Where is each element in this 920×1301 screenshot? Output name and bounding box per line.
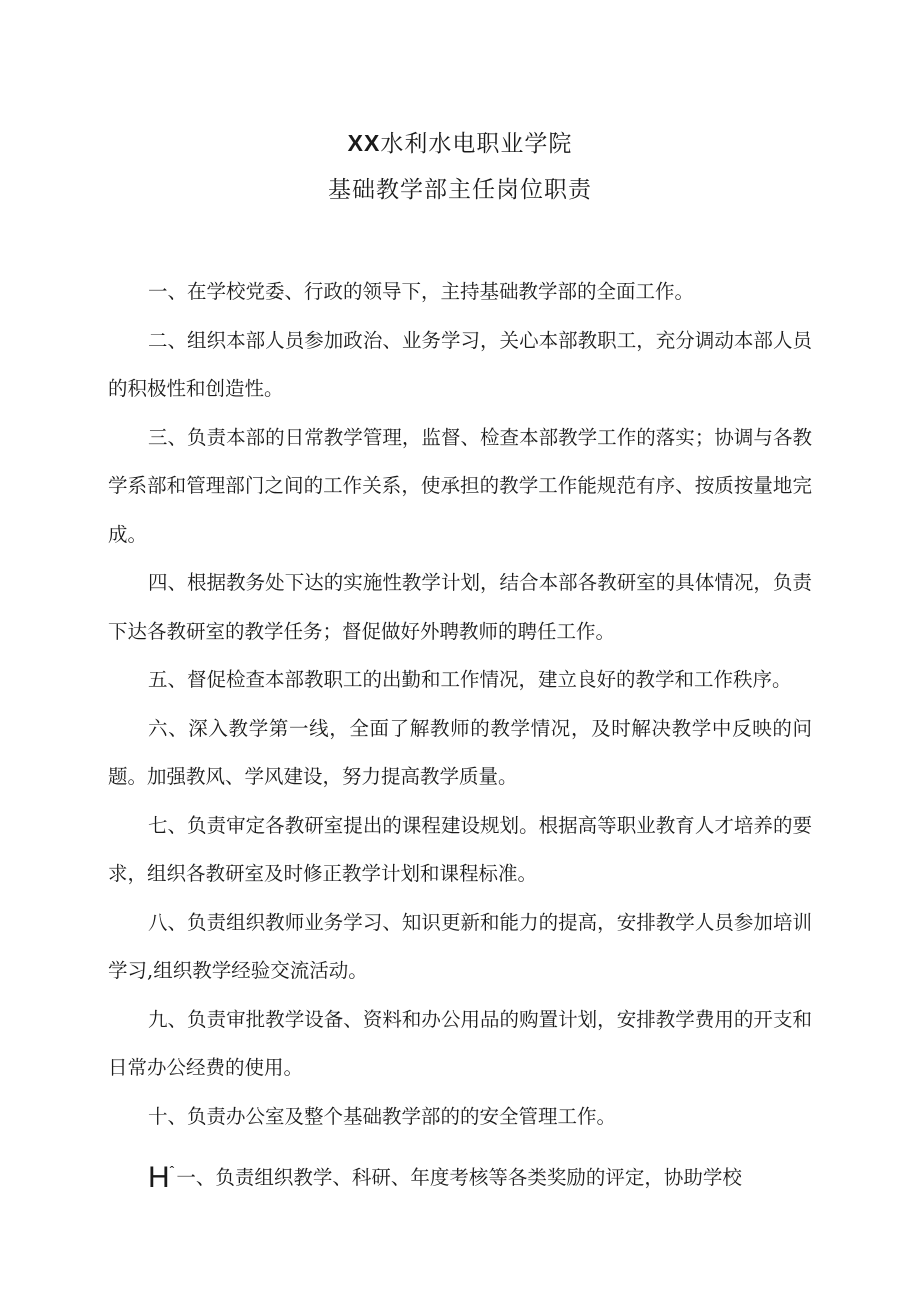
- paragraph-11: [108, 1147, 812, 1203]
- title-prefix: XX: [347, 130, 381, 156]
- paragraph-11-text: 一、负责组织教学、科研、年度考核等各类奖励的评定，协助学校: [176, 1166, 742, 1189]
- paragraph-6: 六、深入教学第一线，全面了解教师的教学情况，及时解决教学中反映的问题。加强教风、学风建设，努力提高教学质量。: [108, 716, 812, 788]
- document-title-line1: [0, 128, 920, 159]
- paragraph-2: 二、组织本部人员参加政治、业务学习，关心本部教职工，充分调动本部人员的积极性和创造性。: [108, 328, 812, 400]
- paragraph-10: 十、负责办公室及整个基础教学部的的安全管理工作。: [148, 1104, 617, 1128]
- paragraph-3: 三、负责本部的日常教学管理，监督、检查本部教学工作的落实；协调与各教学系部和管理部门之间的工作关系，使承担的教学工作能规范有序、按质按量地完成。: [108, 425, 812, 546]
- document-title-line2: 基础教学部主任岗位职责: [328, 177, 592, 203]
- paragraph-11-caret: ˆ: [169, 1163, 175, 1179]
- paragraph-4: 四、根据教务处下达的实施性教学计划，结合本部各教研室的具体情况，负责下达各教研室的教学任务；督促做好外聘教师的聘任工作。: [108, 571, 812, 643]
- paragraph-8: 八、负责组织教师业务学习、知识更新和能力的提高，安排教学人员参加培训学习,组织教学经验交流活动。: [108, 910, 812, 982]
- paragraph-7: 七、负责审定各教研室提出的课程建设规划。根据高等职业教育人才培养的要求，组织各教研室及时修正教学计划和课程标准。: [108, 813, 812, 885]
- paragraph-9: 九、负责审批教学设备、资料和办公用品的购置计划，安排教学费用的开支和日常办公经费的使用。: [108, 1007, 812, 1079]
- paragraph-5: 五、督促检查本部教职工的出勤和工作情况，建立良好的教学和工作秩序。: [148, 668, 792, 691]
- paragraph-11-prefix-glyph: H: [148, 1161, 170, 1194]
- title-line1-text: 水利水电职业学院: [380, 131, 573, 157]
- paragraph-1: 一、在学校党委、行政的领导下，主持基础教学部的全面工作。: [148, 280, 695, 303]
- document-body: [108, 268, 812, 1203]
